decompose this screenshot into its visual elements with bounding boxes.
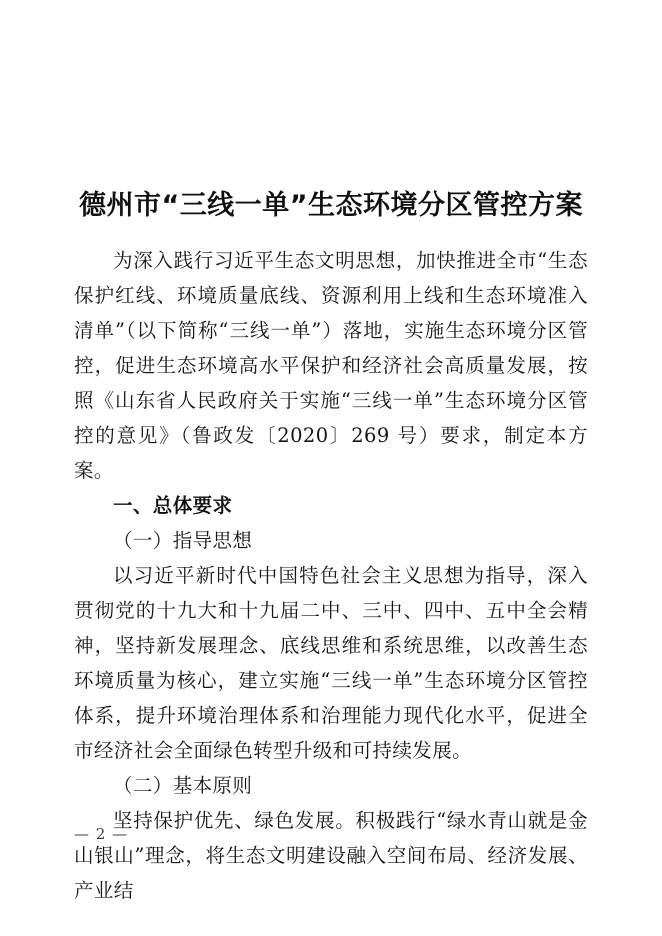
document-body (74, 243, 588, 908)
heading-section-one: 一、总体要求 (113, 494, 233, 517)
page-number: — 2 — (74, 825, 129, 843)
heading-subsection-basic-principles: （二）基本原则 (113, 774, 253, 797)
heading-subsection-guiding-thought: （一）指导思想 (113, 529, 253, 552)
paragraph-basic-principles: 坚持保护优先、绿色发展。积极践行“绿水青山就是金山银山”理念，将生态文明建设融入空间布局、经济发展、产业结 (74, 809, 588, 902)
paragraph-preamble: 为深入践行习近平生态文明思想，加快推进全市“生态保护红线、环境质量底线、资源利用上线和生态环境准入清单”（以下简称“三线一单”）落地，实施生态环境分区管控，促进生态环境高水平保护和经济社会高质量发展，按照《山东省人民政府关于实施“三线一单”生态环境分区管控的意见》（鲁政发〔2020〕269 号）要求，制定本方案。 (74, 249, 588, 482)
page-title: 德州市“三线一单”生态环境分区管控方案 (79, 190, 583, 222)
paragraph-guiding-thought: 以习近平新时代中国特色社会主义思想为指导，深入贯彻党的十九大和十九届二中、三中、四中、五中全会精神，坚持新发展理念、底线思维和系统思维，以改善生态环境质量为核心，建立实施“三线一单”生态环境分区管控体系，提升环境治理体系和治理能力现代化水平，促进全市经济社会全面绿色转型升级和可持续发展。 (74, 564, 588, 762)
